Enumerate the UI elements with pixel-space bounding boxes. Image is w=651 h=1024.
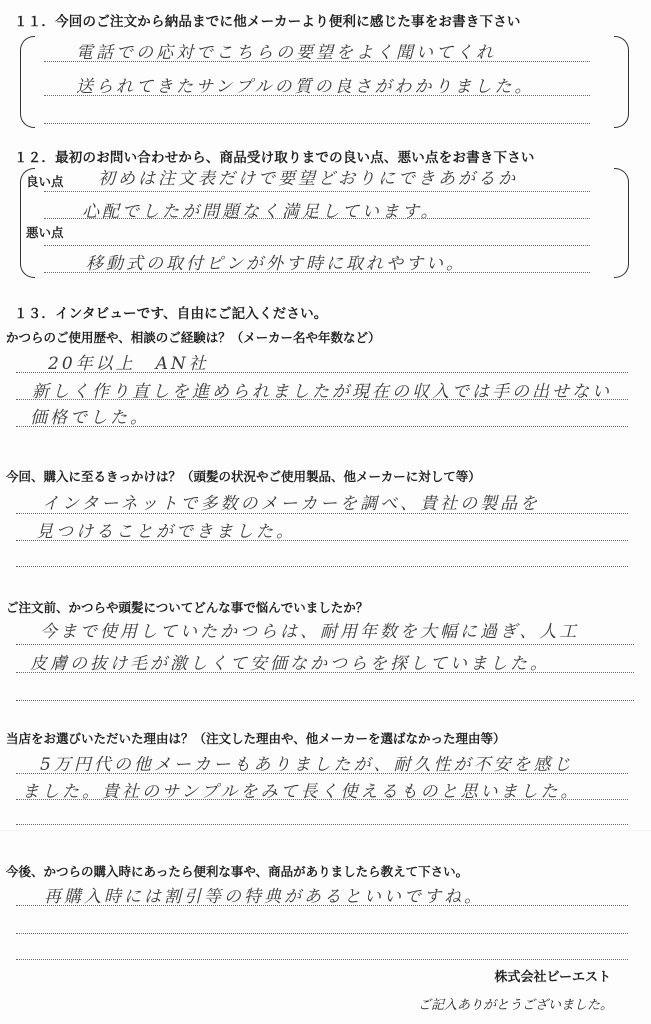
answer-rule <box>44 191 590 192</box>
q11-answer-line-1: 電話での応対でこちらの要望をよく聞いてくれ <box>76 43 496 63</box>
good-points-label: 良い点 <box>26 174 64 189</box>
answer-rule <box>16 566 628 567</box>
q12-good-line-1: 初めは注文表だけで要望どおりにできあがるか <box>98 169 518 189</box>
answer-rule <box>16 824 628 825</box>
q13-4-answer-line-2: ました。貴社のサンプルをみて長く使えるものと思いました。 <box>22 782 581 802</box>
q13-2-question: 今回、購入に至るきっかけは？（頭髪の状況やご使用製品、他メーカーに対して等） <box>6 469 481 484</box>
q13-3-answer-line-2: 皮膚の抜け毛が激しくて安価なかつらを探していました。 <box>30 654 550 674</box>
answer-rule <box>44 218 590 219</box>
company-name: 株式会社ビーエスト <box>494 970 611 985</box>
q13-2-answer-line-2: 見つけることができました。 <box>36 522 296 542</box>
answer-rule <box>16 773 628 774</box>
q11-bracket-left <box>20 36 35 128</box>
q12-heading: １２．最初のお問い合わせから、商品受け取りまでの良い点、悪い点をお書き下さい <box>14 150 535 166</box>
q13-5-question: 今後、かつらの購入時にあったら便利な事や、商品がありましたら教えて下さい。 <box>6 864 469 879</box>
answer-rule <box>16 905 628 906</box>
answer-rule <box>16 700 634 701</box>
answer-rule <box>16 672 634 673</box>
answer-rule <box>16 933 628 934</box>
q12-good-line-2: 心配でしたが問題なく満足しています。 <box>82 202 441 222</box>
answer-rule <box>16 540 628 541</box>
q11-bracket-right <box>614 36 629 128</box>
q13-1-answer-line-1: 20年以上 AN社 <box>48 354 209 374</box>
answer-rule <box>16 799 628 800</box>
q11-answer-line-2: 送られてきたサンプルの質の良さがわかりました。 <box>76 77 535 97</box>
answer-rule <box>44 245 590 246</box>
bad-points-label: 悪い点 <box>26 225 64 240</box>
thank-you-note: ご記入ありがとうございました。 <box>417 998 613 1013</box>
q13-1-answer-line-3: 価格でした。 <box>30 408 150 428</box>
q12-bracket-right <box>614 168 629 278</box>
answer-rule <box>44 272 590 273</box>
q13-2-answer-line-1: インターネットで多数のメーカーを調べ、貴社の製品を <box>42 494 541 514</box>
q13-4-question: 当店をお選びいただいた理由は？（注文した理由や、他メーカーを選ばなかった理由等） <box>6 731 506 746</box>
q11-heading: １１．今回のご注文から納品までに他メーカーより便利に感じた事をお書き下さい <box>14 14 521 30</box>
q13-4-answer-line-1: 5万円代の他メーカーもありましたが、耐久性が不安を感じ <box>40 755 574 775</box>
q13-1-answer-line-2: 新しく作り直しを進められましたが現在の収入では手の出せない <box>32 382 612 402</box>
answer-rule <box>16 426 628 427</box>
answer-rule <box>44 95 590 96</box>
q12-bad-line-1: 移動式の取付ピンが外す時に取れやすい。 <box>86 254 466 274</box>
answer-rule <box>44 123 590 124</box>
answer-rule <box>16 513 628 514</box>
answer-rule <box>16 959 628 960</box>
answer-rule <box>44 61 590 62</box>
answer-rule <box>16 372 628 373</box>
q13-5-answer-line-1: 再購入時には割引等の特典があるといいですね。 <box>44 887 484 907</box>
q13-3-answer-line-1: 今まで使用していたかつらは、耐用年数を大幅に過ぎ、人工 <box>40 622 580 642</box>
q13-heading: １３．インタビューです、自由にご記入ください。 <box>14 306 328 322</box>
answer-rule <box>16 644 634 645</box>
q13-3-question: ご注文前、かつらや頭髪についてどんな事で悩んでいましたか？ <box>6 600 369 615</box>
answer-rule <box>16 399 628 400</box>
q13-1-question: かつらのご使用歴や、相談のご経験は？（メーカー名や年数など） <box>6 330 381 345</box>
paper-fold <box>0 830 651 832</box>
